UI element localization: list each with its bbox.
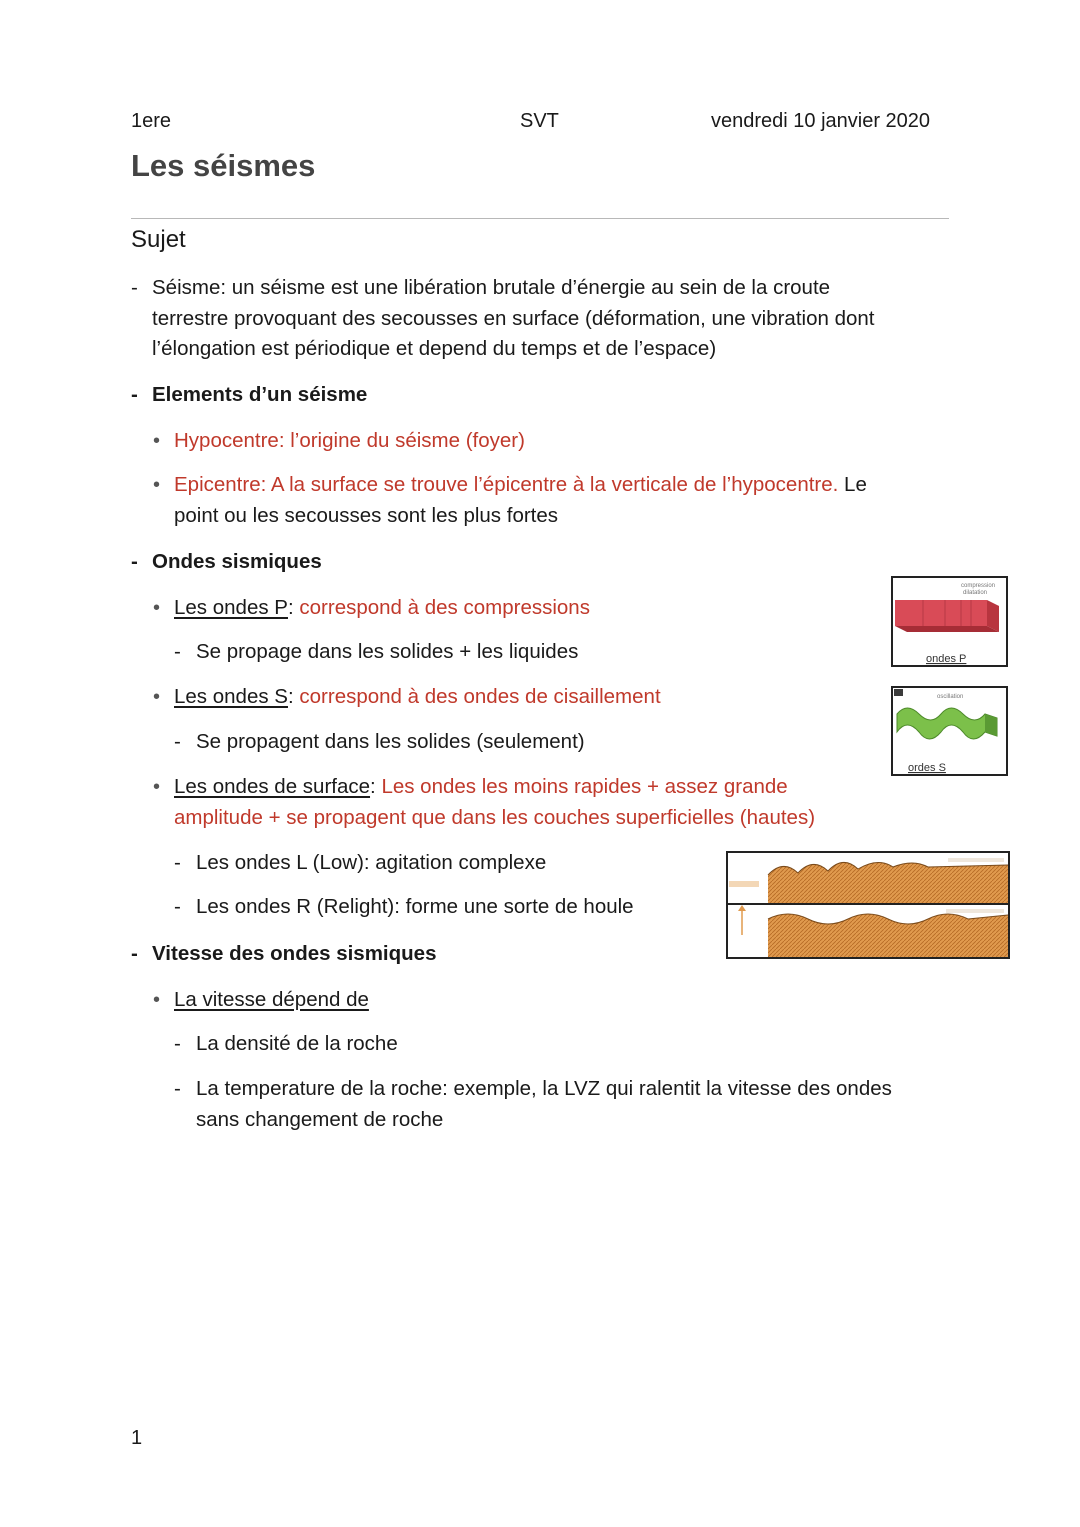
seisme-line-1: Séisme: un séisme est une libération brutale d’énergie au sein de la croute	[152, 276, 831, 299]
hypocentre-text: Hypocentre: l’origine du séisme (foyer)	[174, 429, 525, 452]
epicentre-line-2: point ou les secousses sont les plus fortes	[174, 503, 559, 527]
p-top-label-1: compression	[961, 583, 996, 589]
page-number: 1	[131, 1427, 143, 1449]
vitesse-temp-line-2: sans changement de roche	[196, 1107, 444, 1131]
header-date: vendredi 10 janvier 2020	[711, 110, 931, 132]
vitesse-temperature	[196, 1074, 892, 1135]
elements-heading: Elements d’un séisme	[152, 383, 368, 406]
ondes-s-sub: Se propagent dans les solides (seulement)	[196, 730, 585, 753]
ondes-p-illustration	[893, 578, 1006, 665]
dash-marker: -	[174, 640, 181, 663]
colon: :	[370, 775, 382, 798]
seisme-line-3: l’élongation est périodique et depend du temps et de l’espace)	[152, 337, 717, 360]
ondes-surface-label: Les ondes de surface	[174, 775, 371, 798]
ondes-p-sub: Se propage dans les solides + les liquides	[196, 640, 579, 663]
bullet-icon: •	[153, 597, 161, 619]
dash-marker: -	[131, 942, 138, 965]
vitesse-heading: Vitesse des ondes sismiques	[152, 942, 437, 965]
dash-marker: -	[174, 730, 181, 753]
dash-marker: -	[174, 895, 181, 918]
divider	[131, 218, 949, 219]
ondes-heading: Ondes sismiques	[152, 550, 322, 573]
bullet-icon: •	[153, 989, 161, 1011]
ondes-r-sub: Les ondes R (Relight): forme une sorte de houle	[196, 895, 634, 918]
ondes-surface-desc-2: amplitude + se propagent que dans les couches superficielles (hautes)	[174, 805, 816, 829]
bullet-icon: •	[153, 686, 161, 708]
dash-marker: -	[174, 1077, 181, 1100]
ondes-s-label: Les ondes S	[174, 685, 288, 708]
s-top-label: oscillation	[937, 694, 964, 700]
page-title: Les séismes	[131, 148, 316, 183]
vitesse-temp-line-1: La temperature de la roche: exemple, la LVZ qui ralentit la vitesse des ondes	[196, 1077, 892, 1100]
p-top-label-2: dilatation	[963, 590, 988, 596]
ondes-surface-item	[174, 772, 815, 833]
header-subject: SVT	[520, 110, 559, 132]
ondes-surface-figure	[726, 851, 1010, 959]
ondes-p-label: Les ondes P	[174, 596, 288, 619]
epicentre-text	[174, 470, 867, 531]
dash-marker: -	[174, 851, 181, 874]
ondes-l-sub: Les ondes L (Low): agitation complexe	[196, 851, 547, 874]
ondes-p-item	[174, 593, 590, 624]
ondes-surface-desc-1: Les ondes les moins rapides + assez grande	[381, 775, 788, 798]
ondes-s-figure	[891, 686, 1008, 776]
s-caption: ordes S	[908, 762, 946, 774]
bullet-icon: •	[153, 776, 161, 798]
bullet-icon: •	[153, 430, 161, 452]
p-caption: ondes P	[926, 653, 967, 665]
colon: :	[287, 685, 300, 708]
section-heading: Sujet	[131, 226, 186, 253]
vitesse-densite: La densité de la roche	[196, 1032, 398, 1055]
ondes-s-item	[174, 682, 661, 713]
dash-marker: -	[131, 276, 138, 299]
colon: :	[287, 596, 300, 619]
ondes-s-illustration	[893, 688, 1006, 774]
epicentre-black: Le	[838, 473, 867, 496]
dash-marker: -	[174, 1032, 181, 1055]
header-level: 1ere	[131, 110, 172, 132]
epicentre-red: Epicentre: A la surface se trouve l’épicentre à la verticale de l’hypocentre.	[174, 473, 839, 496]
ondes-p-figure	[891, 576, 1008, 667]
dash-marker: -	[131, 383, 138, 406]
seisme-definition	[152, 273, 874, 365]
ondes-p-desc: correspond à des compressions	[299, 596, 590, 619]
vitesse-depend: La vitesse dépend de	[174, 988, 369, 1011]
surface-waves-illustration	[728, 853, 1008, 957]
ondes-s-desc: correspond à des ondes de cisaillement	[299, 685, 661, 708]
bullet-icon: •	[153, 474, 161, 496]
seisme-line-2: terrestre provoquant des secousses en surface (déformation, une vibration dont	[152, 306, 875, 330]
dash-marker: -	[131, 550, 138, 573]
